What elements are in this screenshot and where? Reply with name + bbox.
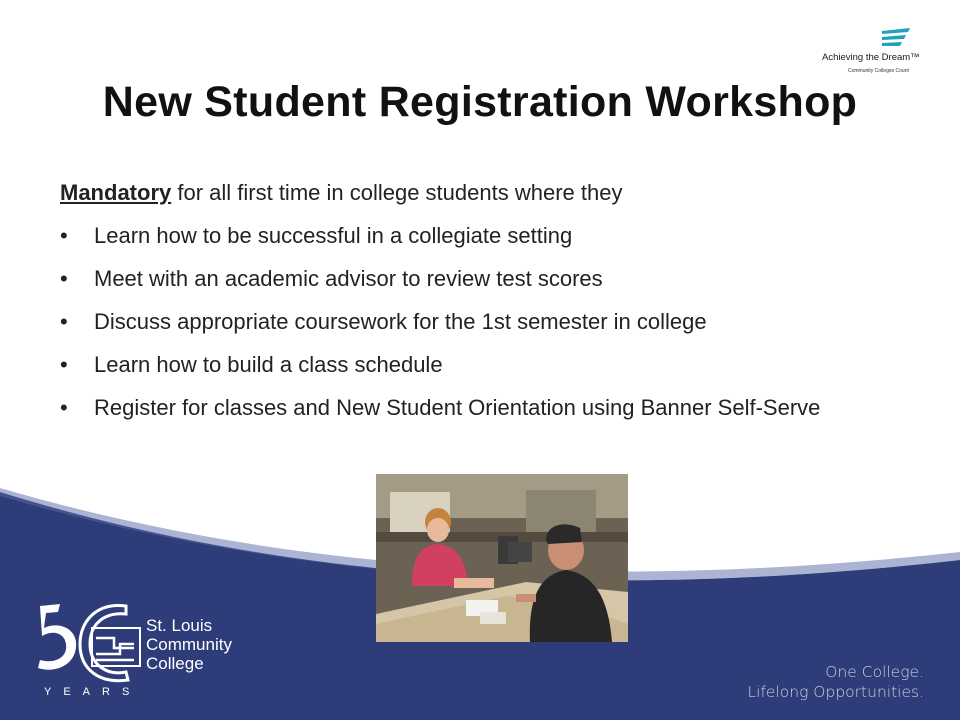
list-item-text: Register for classes and New Student Orientation using Banner Self-Serve [94,395,821,420]
tagline-line: One College. [825,663,924,681]
atd-name: Achieving the Dream™ [822,52,920,63]
list-item-text: Learn how to build a class schedule [94,352,443,377]
list-item-text: Learn how to be successful in a collegiate setting [94,223,573,248]
advising-session-photo [376,474,628,642]
intro-line [60,180,622,206]
bullet-icon: • [60,352,68,377]
list-item-text: Discuss appropriate coursework for the 1st semester in college [94,309,707,334]
atd-subtitle: Community Colleges Count [848,68,909,74]
intro-rest-text: for all first time in college students where they [171,180,623,205]
tagline-line: Lifelong Opportunities. [747,683,924,701]
list-item [60,308,920,336]
list-item [60,351,920,379]
years-label: YEARS [44,686,142,698]
achieving-the-dream-logo [822,28,940,80]
college-tagline [748,662,924,702]
list-item-text: Meet with an academic advisor to review test scores [94,266,603,291]
list-item [60,265,920,293]
college-name-line: Community [146,635,232,654]
bullet-icon: • [60,395,68,420]
list-item [60,222,920,250]
mandatory-text: Mandatory [60,180,172,205]
atd-stripes-icon [876,28,916,54]
bullet-icon: • [60,266,68,291]
bullet-list [60,222,920,437]
list-item [60,394,920,422]
college-name [146,616,232,673]
bullet-icon: • [60,223,68,248]
page-title: New Student Registration Workshop [102,78,858,126]
bullet-icon: • [60,309,68,334]
college-name-line: College [146,654,204,673]
college-name-line: St. Louis [146,616,213,635]
